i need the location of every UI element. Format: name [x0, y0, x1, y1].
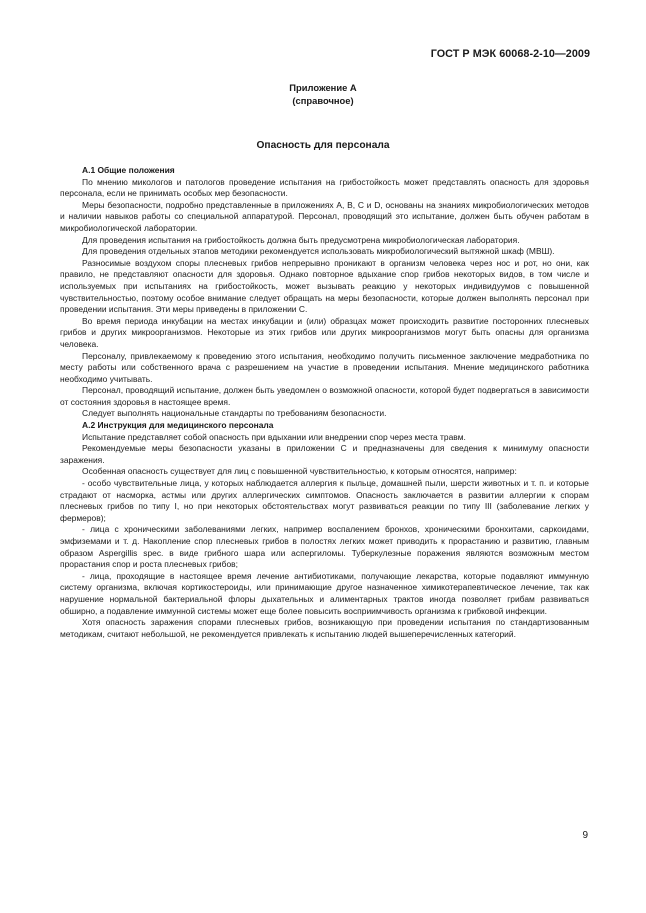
paragraph: Следует выполнять национальные стандарты по требованиям безопасности. — [82, 408, 387, 419]
paragraph: - особо чувствительные лица, у которых наблюдается аллергия к пыльце, домашней пыли, шерсти животных и т. п. и которые страдают от насморка, астмы или других аллергических симптомов. Опасность заключается в развитии аллергии к спорам плесневых грибов по типу I, но при некоторых обстоятельствах могут развиваться реакции по типу III (заболевание легких у фермеров); — [60, 478, 589, 523]
paragraph: - лица, проходящие в настоящее время лечение антибиотиками, получающие лекарства, которые подавляют иммунную систему организма, включая кортикостероиды, или принимающие другое назначенное химикотерапевтическое лечение, так как нарушение нормальной бактериальной флоры дыхательных и алиментарных трактов иногда позволяет грибам развиваться обширно, а подавление иммунной системы может еще более повысить восприимчивость организма к грибковой инфекции. — [60, 570, 589, 616]
paragraph: Персоналу, привлекаемому к проведению этого испытания, необходимо получить письменное заключение медработника по месту работы или собственного врача с разрешением на участие в проведении испытания. Мнение медицинского работника необходимо учитывать. — [60, 350, 589, 384]
paragraph: Рекомендуемые меры безопасности указаны в приложении C и предназначены для сведения к минимуму опасности заражения. — [60, 443, 589, 465]
paragraph: Особенная опасность существует для лиц с повышенной чувствительностью, к которым относятся, например: — [82, 466, 517, 477]
paragraph: Во время периода инкубации на местах инкубации и (или) образцах может происходить развитие посторонних плесневых грибов и других микроорганизмов. Некоторые из этих грибов или других микроорганизмов могут быть опасны для организма человека. — [60, 315, 589, 349]
page-number: 9 — [582, 830, 588, 841]
annex-title: Приложение А — [289, 82, 357, 93]
paragraph: Разносимые воздухом споры плесневых грибов непрерывно проникают в организм человека через нос и рот, но они, как правило, не представляют опасности для здоровья. Однако повторное вдыхание спор грибов некоторых видов, в том числе и используемых при испытаниях на грибостойкость, может вызывать реакцию у некоторых индивидуумов с повышенной чувствительностью, поэтому особое внимание следует обращать на меры безопасности, которые должен выполнять персонал при проведении испытания. Эти меры приведены в приложении C. — [60, 257, 589, 315]
paragraph: По мнению микологов и патологов проведение испытания на грибостойкость может представлять опасность для здоровья персонала, если не принимать особых мер безопасности. — [60, 176, 589, 199]
paragraph: Меры безопасности, подробно представленные в приложениях A, B, C и D, основаны на знаниях микробиологических методов и наличии навыков работы со специальной аппаратурой. Персонал, проводящий это испытание, должен быть обучен работам в микробиологической лаборатории. — [60, 199, 589, 233]
paragraph: - лица с хроническими заболеваниями легких, например воспалением бронхов, хроническими бронхитами, саркоидами, эмфиземами и т. д. Накопление спор плесневых грибов в полостях легких может приводить к прорастанию и развитию, главным образом Aspergillis spec. в виде грибного шара или аспергиломы. Туберкулезные поражения являются возможным местом прорастания спор и роста плесневых грибов; — [60, 524, 589, 570]
paragraph: Персонал, проводящий испытание, должен быть уведомлен о возможной опасности, которой будет подвергаться в зависимости от состояния здоровья в настоящее время. — [60, 385, 589, 407]
standard-designation: ГОСТ Р МЭК 60068-2-10—2009 — [430, 48, 590, 60]
annex-subtitle: (справочное) — [292, 94, 354, 106]
paragraph: Для проведения отдельных этапов методики рекомендуется использовать микробиологический вытяжной шкаф (МВШ). — [82, 246, 555, 257]
section-title: Опасность для персонала — [256, 140, 390, 151]
paragraph: Испытание представляет собой опасность при вдыхании или внедрении спор через места травм. — [82, 431, 466, 442]
subsection-heading: А.1 Общие положения — [82, 165, 175, 175]
paragraph: Хотя опасность заражения спорами плесневых грибов, возникающую при проведении испытания по стандартизованным методикам, считают небольшой, не рекомендуется привлекать к испытанию людей вышеперечисленных категорий. — [60, 617, 589, 639]
paragraph: Для проведения испытания на грибостойкость должна быть предусмотрена микробиологическая лаборатория. — [82, 234, 520, 245]
body-text — [60, 165, 589, 640]
subsection-heading: А.2 Инструкция для медицинского персонала — [82, 420, 274, 431]
annex-heading — [0, 82, 646, 107]
